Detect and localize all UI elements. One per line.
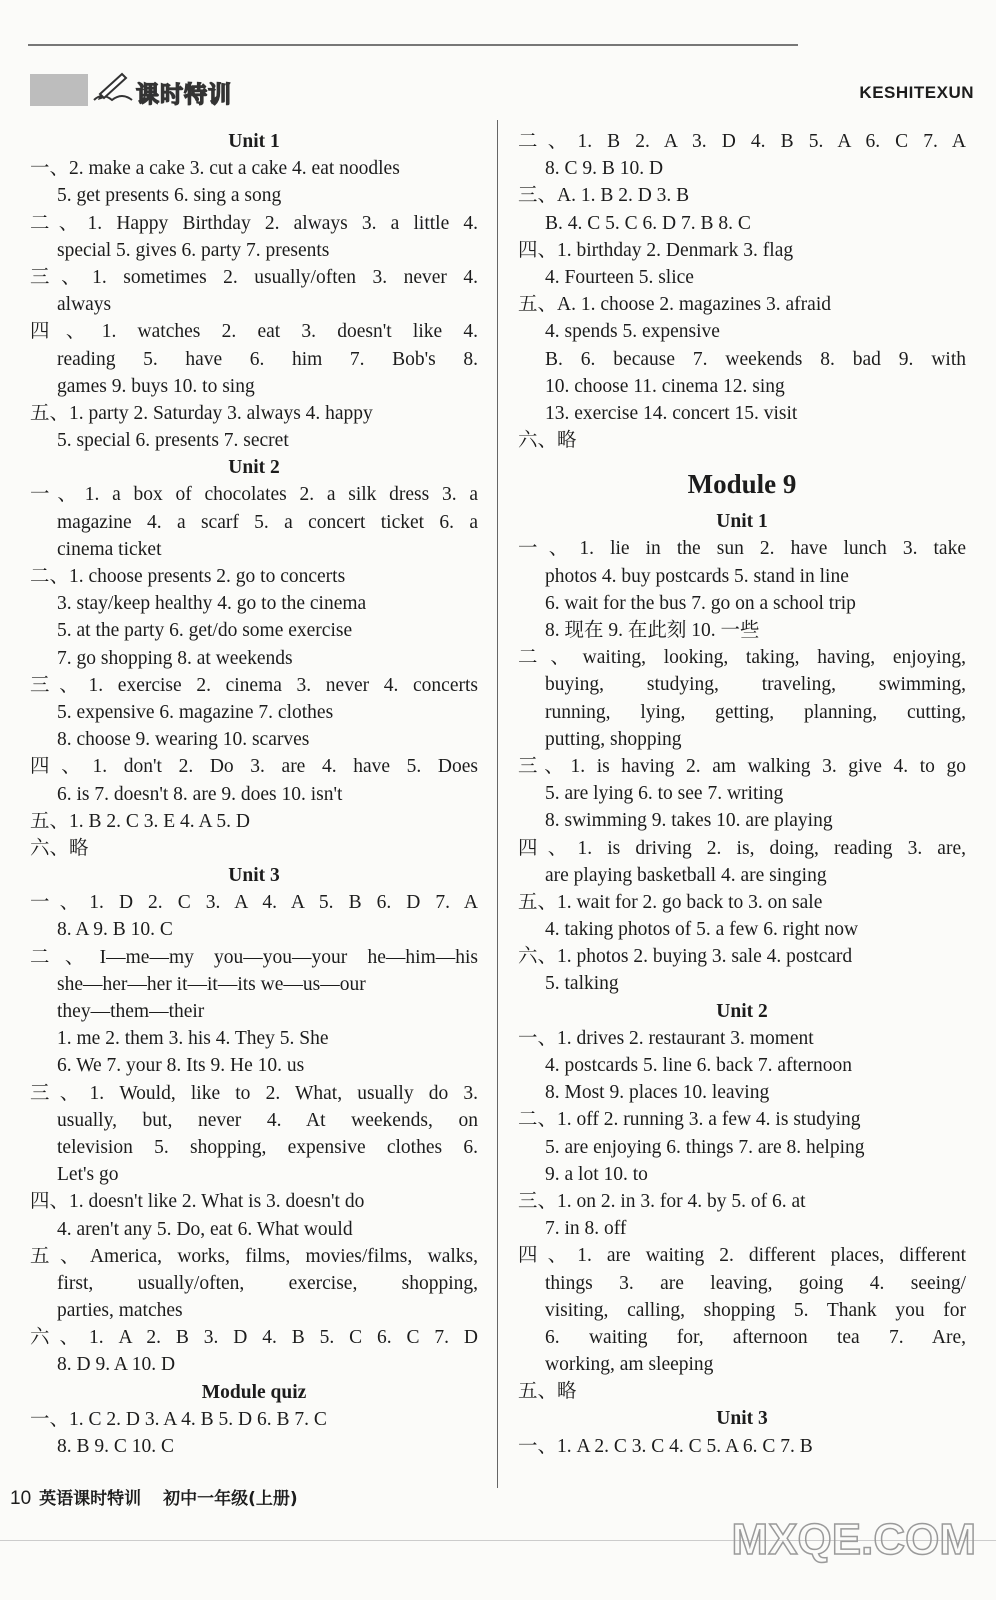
- answer-line: 一、1. lie in the sun 2. have lunch 3. take: [518, 538, 966, 560]
- answer-line: 8. Most 9. places 10. leaving: [545, 1082, 770, 1104]
- answer-line: 5. special 6. presents 7. secret: [57, 430, 289, 452]
- answer-line: magazine 4. a scarf 5. a concert ticket 6. a: [57, 511, 478, 533]
- answer-line: 五、A. 1. choose 2. magazines 3. afraid: [518, 294, 831, 316]
- answer-line: are playing basketball 4. are singing: [545, 864, 827, 886]
- page-number: 10: [10, 1488, 32, 1509]
- answer-line: 一、1. drives 2. restaurant 3. moment: [518, 1027, 814, 1049]
- answer-line: 5. expensive 6. magazine 7. clothes: [57, 701, 334, 723]
- page-footer: [10, 1484, 298, 1510]
- answer-line: parties, matches: [57, 1300, 183, 1322]
- answer-line: 四、1. is driving 2. is, doing, reading 3. are,: [518, 837, 966, 859]
- section-heading: Unit 1: [716, 511, 768, 533]
- answer-line: 4. aren't any 5. Do, eat 6. What would: [57, 1218, 353, 1240]
- answer-line: 8. swimming 9. takes 10. are playing: [545, 810, 833, 832]
- answer-line: 5. at the party 6. get/do some exercise: [57, 620, 353, 642]
- answer-line: 二、1. Happy Birthday 2. always 3. a little 4.: [30, 212, 478, 234]
- answer-line: 4. spends 5. expensive: [545, 321, 720, 343]
- answer-line: things 3. are leaving, going 4. seeing/: [545, 1272, 966, 1294]
- section-heading: Unit 2: [716, 1000, 768, 1022]
- answer-line: 六、略: [518, 430, 577, 452]
- answer-line: 五、1. wait for 2. go back to 3. on sale: [518, 891, 823, 913]
- answer-line: usually, but, never 4. At weekends, on: [57, 1109, 478, 1131]
- answer-line: 6. We 7. your 8. Its 9. He 10. us: [57, 1055, 305, 1077]
- answer-line: 三、1. exercise 2. cinema 3. never 4. concerts: [30, 674, 478, 696]
- answer-line: 8. B 9. C 10. C: [57, 1436, 175, 1457]
- answer-line: 5. are enjoying 6. things 7. are 8. helping: [545, 1136, 865, 1158]
- section-heading: Module 9: [687, 469, 797, 500]
- answer-line: 4. Fourteen 5. slice: [545, 266, 694, 288]
- answer-line: 二、1. B 2. A 3. D 4. B 5. A 6. C 7. A: [518, 131, 966, 152]
- answer-line: 六、1. photos 2. buying 3. sale 4. postcard: [518, 946, 853, 968]
- answer-line: 六、1. A 2. B 3. D 4. B 5. C 6. C 7. D: [30, 1327, 478, 1349]
- answer-line: 五、America, works, films, movies/films, walks,: [30, 1245, 478, 1267]
- answer-line: 一、1. A 2. C 3. C 4. C 5. A 6. C 7. B: [518, 1435, 813, 1457]
- answer-line: 三、1. sometimes 2. usually/often 3. never 4.: [30, 266, 478, 288]
- answer-line: television 5. shopping, expensive clothes 6.: [57, 1136, 478, 1158]
- answer-line: 三、1. on 2. in 3. for 4. by 5. of 6. at: [518, 1190, 806, 1212]
- brand-en: KESHITEXUN: [859, 83, 974, 102]
- section-heading: Unit 3: [716, 1408, 768, 1430]
- answer-line: buying, studying, traveling, swimming,: [545, 674, 966, 696]
- pen-book-icon: [88, 70, 136, 108]
- answer-line: 5. talking: [545, 973, 619, 995]
- answer-line: photos 4. buy postcards 5. stand in line: [545, 565, 849, 587]
- answer-line: 四、1. are waiting 2. different places, different: [518, 1245, 966, 1267]
- answer-line: 5. get presents 6. sing a song: [57, 185, 282, 207]
- section-heading: Unit 1: [228, 131, 280, 152]
- answer-line: 6. waiting for, afternoon tea 7. Are,: [545, 1326, 966, 1348]
- answer-line: 一、2. make a cake 3. cut a cake 4. eat noodles: [30, 158, 400, 180]
- answer-line: Let's go: [57, 1164, 119, 1186]
- answer-line: running, lying, getting, planning, cutting,: [545, 701, 966, 723]
- grade-label: 初中一年级(上册): [163, 1489, 298, 1509]
- answer-line: 二、waiting, looking, taking, having, enjoying,: [518, 647, 966, 669]
- answer-line: 四、1. don't 2. Do 3. are 4. have 5. Does: [30, 756, 478, 778]
- answer-line: 二、1. choose presents 2. go to concerts: [30, 566, 346, 587]
- answer-line: 二、I—me—my you—you—your he—him—his: [30, 946, 478, 968]
- answer-line: games 9. buys 10. to sing: [57, 375, 255, 397]
- answer-line: 9. a lot 10. to: [545, 1163, 648, 1185]
- answer-column-right: [518, 128, 966, 1460]
- answer-column-left: [30, 128, 478, 1460]
- answer-line: reading 5. have 6. him 7. Bob's 8.: [57, 348, 478, 370]
- answer-line: 4. taking photos of 5. a few 6. right now: [545, 919, 859, 941]
- answer-line: 10. choose 11. cinema 12. sing: [545, 375, 785, 397]
- header-bar: [30, 74, 88, 106]
- answer-line: putting, shopping: [545, 728, 682, 750]
- watermark: MXQE.COM: [731, 1515, 976, 1564]
- answer-line: 6. wait for the bus 7. go on a school trip: [545, 592, 856, 614]
- answer-line: 7. go shopping 8. at weekends: [57, 647, 293, 669]
- section-heading: Unit 2: [228, 457, 280, 479]
- answer-line: they—them—their: [57, 1001, 205, 1022]
- answer-line: 5. are lying 6. to see 7. writing: [545, 783, 784, 805]
- book-title: 英语课时特训: [39, 1489, 142, 1509]
- answer-line: 7. in 8. off: [545, 1218, 627, 1240]
- answer-line: 六、略: [30, 837, 89, 859]
- section-heading: Unit 3: [228, 865, 280, 887]
- answer-line: 8. C 9. B 10. D: [545, 158, 664, 180]
- answer-line: 五、1. party 2. Saturday 3. always 4. happy: [30, 402, 373, 424]
- answer-line: B. 6. because 7. weekends 8. bad 9. with: [545, 348, 966, 370]
- answer-line: 五、略: [518, 1381, 577, 1403]
- answer-line: 四、1. doesn't like 2. What is 3. doesn't do: [30, 1191, 365, 1213]
- answer-line: first, usually/often, exercise, shopping,: [57, 1272, 478, 1294]
- answer-line: always: [57, 294, 112, 316]
- answer-line: 8. choose 9. wearing 10. scarves: [57, 729, 310, 751]
- answer-line: 6. is 7. doesn't 8. are 9. does 10. isn't: [57, 783, 343, 805]
- column-divider: [497, 120, 498, 1488]
- answer-line: 8. 现在 9. 在此刻 10. 一些: [545, 620, 760, 641]
- answer-line: 一、1. D 2. C 3. A 4. A 5. B 6. D 7. A: [30, 892, 478, 914]
- answer-line: 三、1. is having 2. am walking 3. give 4. to go: [518, 755, 966, 777]
- answer-line: 8. A 9. B 10. C: [57, 919, 173, 941]
- answer-line: she—her—her it—it—its we—us—our: [57, 973, 366, 995]
- answer-line: 三、1. Would, like to 2. What, usually do 3.: [30, 1082, 478, 1104]
- answer-line: 一、1. C 2. D 3. A 4. B 5. D 6. B 7. C: [30, 1408, 327, 1430]
- answer-line: cinema ticket: [57, 538, 162, 560]
- answer-line: 四、1. watches 2. eat 3. doesn't like 4.: [30, 321, 478, 343]
- top-rule: [28, 44, 798, 46]
- answer-line: 8. D 9. A 10. D: [57, 1354, 176, 1376]
- answer-line: 三、A. 1. B 2. D 3. B: [518, 185, 690, 207]
- answer-line: 1. me 2. them 3. his 4. They 5. She: [57, 1028, 329, 1050]
- answer-line: special 5. gives 6. party 7. presents: [57, 239, 330, 261]
- answer-line: 13. exercise 14. concert 15. visit: [545, 402, 798, 424]
- brand-cn: 课时特训: [136, 82, 232, 108]
- answer-line: B. 4. C 5. C 6. D 7. B 8. C: [545, 212, 751, 234]
- answer-line: 一、1. a box of chocolates 2. a silk dress 3. a: [30, 484, 478, 506]
- answer-line: 四、1. birthday 2. Denmark 3. flag: [518, 239, 794, 261]
- answer-line: working, am sleeping: [545, 1354, 714, 1376]
- answer-line: 3. stay/keep healthy 4. go to the cinema: [57, 593, 367, 615]
- answer-line: 4. postcards 5. line 6. back 7. afternoon: [545, 1055, 853, 1076]
- answer-line: visiting, calling, shopping 5. Thank you for: [545, 1299, 966, 1321]
- answer-line: 五、1. B 2. C 3. E 4. A 5. D: [30, 810, 250, 832]
- section-heading: Module quiz: [201, 1381, 307, 1403]
- answer-line: 二、1. off 2. running 3. a few 4. is studying: [518, 1109, 861, 1131]
